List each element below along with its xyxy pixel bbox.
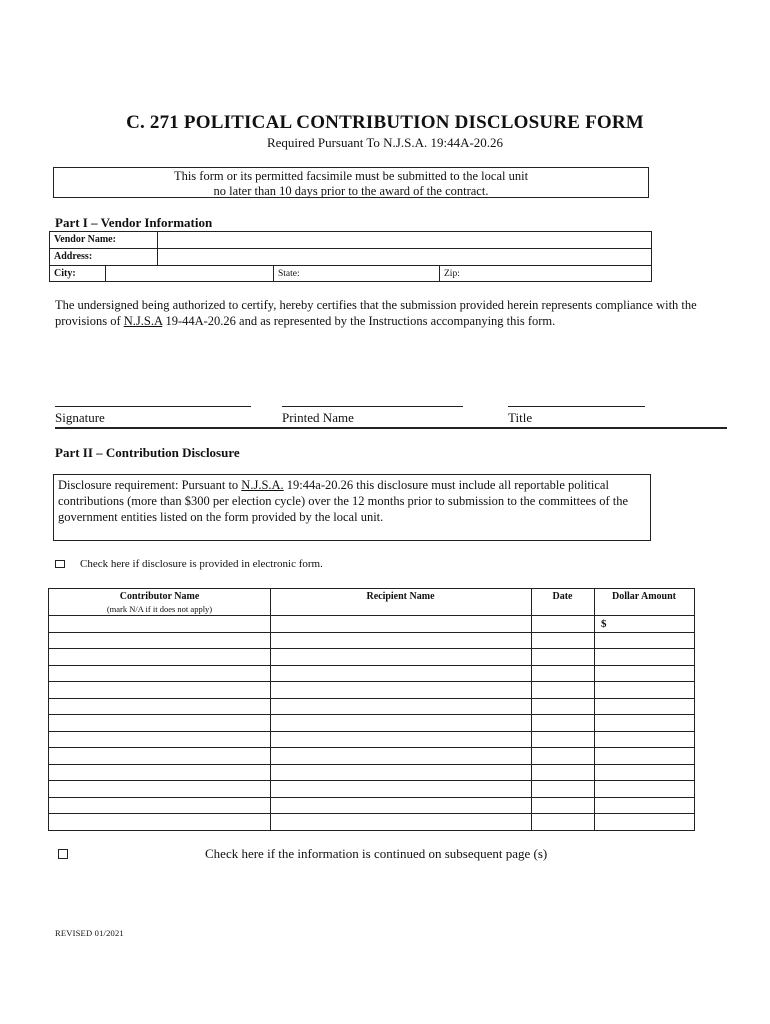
printed-name-line[interactable] [282,406,463,407]
disclosure-text-after: 19:44a-20.26 this disclosure must include all reportable political contributions (more than $300 per election cycle) over the 12 months prior to submission to the committees of the government entities listed on the form provided by the local unit. [58,478,629,524]
revision-date: REVISED 01/2021 [55,928,124,938]
section-divider [55,427,727,429]
table-row-divider [49,615,694,616]
date-header: Date [552,591,573,602]
table-row-divider [49,780,694,781]
vendor-name-label: Vendor Name: [50,232,158,248]
certification-statement [55,297,735,329]
table-row-divider [49,632,694,633]
title-label: Title [508,410,533,425]
dollar-sign: $ [601,618,607,630]
notice-line-1: This form or its permitted facsimile must be submitted to the local unit [173,169,529,183]
table-row-divider [49,648,694,649]
table-row-divider [49,731,694,732]
city-label: City: [50,266,106,282]
city-state-zip-row [50,265,651,283]
vendor-name-row [50,232,651,249]
table-row-divider [49,714,694,715]
contribution-table [48,588,695,831]
certification-statute: N.J.S.A [123,314,163,328]
signature-line[interactable] [55,406,251,407]
disclosure-requirement-box [53,474,651,541]
table-row-divider [49,698,694,699]
continued-check-label: Check here if the information is continued on subsequent page (s) [205,846,548,861]
table-row-divider [49,797,694,798]
certification-text-after: 19-44A-20.26 and as represented by the Instructions accompanying this form. [162,314,556,328]
part1-heading: Part I – Vendor Information [55,215,213,230]
form-title: C. 271 POLITICAL CONTRIBUTION DISCLOSURE FORM [126,112,644,133]
city-field[interactable] [106,266,274,282]
address-row [50,248,651,266]
vendor-name-field[interactable] [158,232,652,248]
zip-field[interactable]: Zip: [444,269,460,279]
electronic-form-checkbox[interactable] [55,560,65,568]
contributor-name-note: (mark N/A if it does not apply) [106,604,213,614]
part2-heading: Part II – Contribution Disclosure [55,445,240,460]
disclosure-text-before: Disclosure requirement: Pursuant to [58,478,242,492]
recipient-name-header: Recipient Name [366,591,435,602]
form-subtitle: Required Pursuant To N.J.S.A. 19:44A-20.26 [266,135,504,150]
column-divider [594,589,595,830]
notice-line-2: no later than 10 days prior to the award of the contract. [213,184,489,198]
state-field[interactable]: State: [274,266,440,282]
printed-name-label: Printed Name [282,410,354,425]
table-row-divider [49,665,694,666]
address-field[interactable] [158,249,652,265]
disclosure-statute: N.J.S.A. [241,478,284,492]
table-row-divider [49,764,694,765]
signature-label: Signature [55,410,105,425]
table-row-divider [49,681,694,682]
column-divider [270,589,271,830]
table-row-divider [49,813,694,814]
certification-text-before: The undersigned being authorized to certify, hereby certifies that the submission provided herein represents compliance with the provisions of [55,298,697,328]
submission-notice-box [53,167,649,198]
dollar-amount-header: Dollar Amount [612,591,676,602]
vendor-info-table [49,231,652,282]
table-row-divider [49,747,694,748]
continued-checkbox[interactable] [58,849,68,859]
column-divider [531,589,532,830]
contributor-name-header: Contributor Name [119,591,200,602]
electronic-form-check-label: Check here if disclosure is provided in electronic form. [80,558,323,570]
title-line[interactable] [508,406,645,407]
address-label: Address: [50,249,158,265]
